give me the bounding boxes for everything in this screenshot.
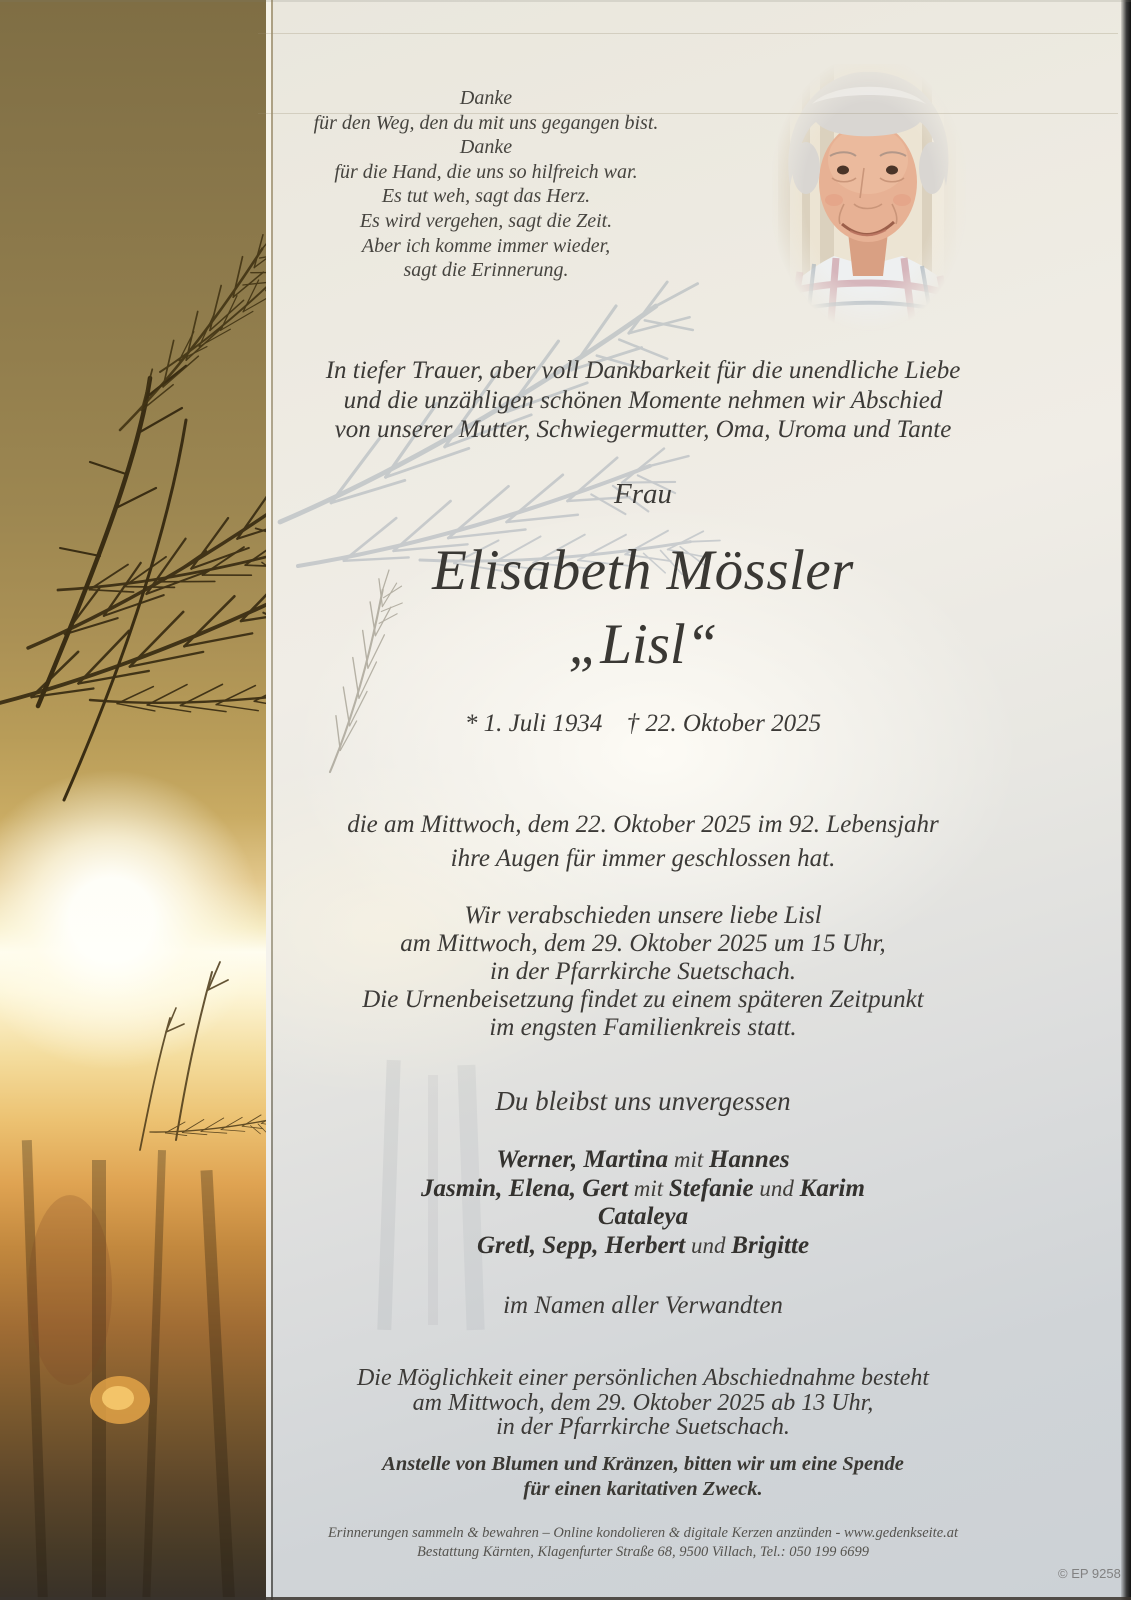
poem-line: Aber ich komme immer wieder,	[361, 234, 611, 257]
donation-line: Anstelle von Blumen und Kränzen, bitten wir um eine Spende	[382, 1453, 904, 1475]
family-connector: und	[753, 1175, 800, 1201]
family-connector: mit	[668, 1147, 710, 1172]
donation-request	[266, 1452, 1020, 1502]
scan-streak	[258, 113, 1118, 114]
print-code: © EP 9258	[1058, 1566, 1121, 1581]
poem-line: Es wird vergehen, sagt die Zeit.	[359, 209, 613, 232]
farewell-line: Die Urnenbeisetzung findet zu einem späteren Zeitpunkt	[362, 986, 924, 1013]
family-names	[266, 1146, 1020, 1260]
viewing-line: in der Pfarrkirche Suetschach.	[496, 1414, 790, 1440]
donation-line: für einen karitativen Zweck.	[523, 1478, 763, 1500]
poem-line: sagt die Erinnerung.	[403, 259, 569, 282]
viewing-details	[266, 1366, 1020, 1440]
poem-line: für den Weg, den du mit uns gegangen bist.	[313, 111, 659, 134]
family-name: Gretl, Sepp, Herbert	[476, 1231, 686, 1259]
family-name: Karim	[799, 1174, 865, 1202]
poem-line: Danke	[459, 87, 513, 109]
farewell-line: im engsten Familienkreis statt.	[489, 1014, 797, 1041]
obituary-content	[266, 0, 1020, 1600]
scan-edge-right	[1121, 0, 1131, 1600]
death-notice	[266, 808, 1020, 876]
mourning-intro	[266, 356, 1020, 445]
poem-line: Es tut weh, sagt das Herz.	[381, 185, 591, 208]
intro-line: und die unzähligen schönen Momente nehmen wir Abschied	[343, 386, 943, 414]
family-name: Cataleya	[597, 1203, 689, 1230]
intro-line: von unserer Mutter, Schwiegermutter, Oma, Uroma und Tante	[334, 416, 952, 443]
scan-streak	[258, 33, 1118, 34]
farewell-line: am Mittwoch, dem 29. Oktober 2025 um 15 Uhr,	[400, 930, 886, 957]
footer-line: Bestattung Kärnten, Klagenfurter Straße 68, 9500 Villach, Tel.: 050 199 6699	[417, 1544, 869, 1560]
memorial-poem	[266, 86, 706, 283]
farewell-line: in der Pfarrkirche Suetschach.	[490, 958, 796, 985]
funeral-home-footer	[266, 1524, 1020, 1562]
closing-line: im Namen aller Verwandten	[503, 1292, 783, 1319]
family-connector: und	[685, 1232, 732, 1258]
deceased-name: Elisabeth Mössler	[432, 539, 854, 602]
scan-edge-top	[0, 0, 1131, 2]
farewell-line: Wir verabschieden unsere liebe Lisl	[464, 902, 822, 929]
family-line	[266, 1146, 1020, 1175]
family-name: Brigitte	[731, 1231, 810, 1259]
family-name: Hannes	[709, 1146, 790, 1173]
remembrance-line: Du bleibst uns unvergessen	[495, 1086, 791, 1116]
death-date: † 22. Oktober 2025	[626, 710, 822, 737]
footer-line: Erinnerungen sammeln & bewahren – Online kondolieren & digitale Kerzen anzünden - www.gedenkseite.at	[327, 1525, 959, 1541]
notice-line: die am Mittwoch, dem 22. Oktober 2025 im 92. Lebensjahr	[347, 811, 939, 838]
family-line	[266, 1175, 1020, 1204]
family-name: Jasmin, Elena, Gert	[421, 1174, 629, 1202]
intro-line: In tiefer Trauer, aber voll Dankbarkeit für die unendliche Liebe	[325, 357, 961, 384]
notice-line: ihre Augen für immer geschlossen hat.	[450, 845, 836, 872]
viewing-line: Die Möglichkeit einer persönlichen Abschiednahme besteht	[356, 1365, 930, 1391]
life-dates	[266, 710, 1020, 738]
family-line	[266, 1203, 1020, 1232]
birth-date: * 1. Juli 1934	[464, 710, 603, 737]
funeral-details	[266, 902, 1020, 1042]
salutation: Frau	[614, 478, 672, 510]
family-connector: mit	[628, 1175, 669, 1201]
poem-line: Danke	[459, 136, 513, 159]
family-name: Werner, Martina	[496, 1146, 669, 1173]
poem-line: für die Hand, die uns so hilfreich war.	[334, 160, 638, 183]
family-name: Stefanie	[668, 1174, 754, 1202]
family-line	[266, 1232, 1020, 1261]
viewing-line: am Mittwoch, dem 29. Oktober 2025 ab 13 Uhr,	[412, 1389, 874, 1416]
deceased-nickname: „Lisl“	[568, 613, 718, 676]
